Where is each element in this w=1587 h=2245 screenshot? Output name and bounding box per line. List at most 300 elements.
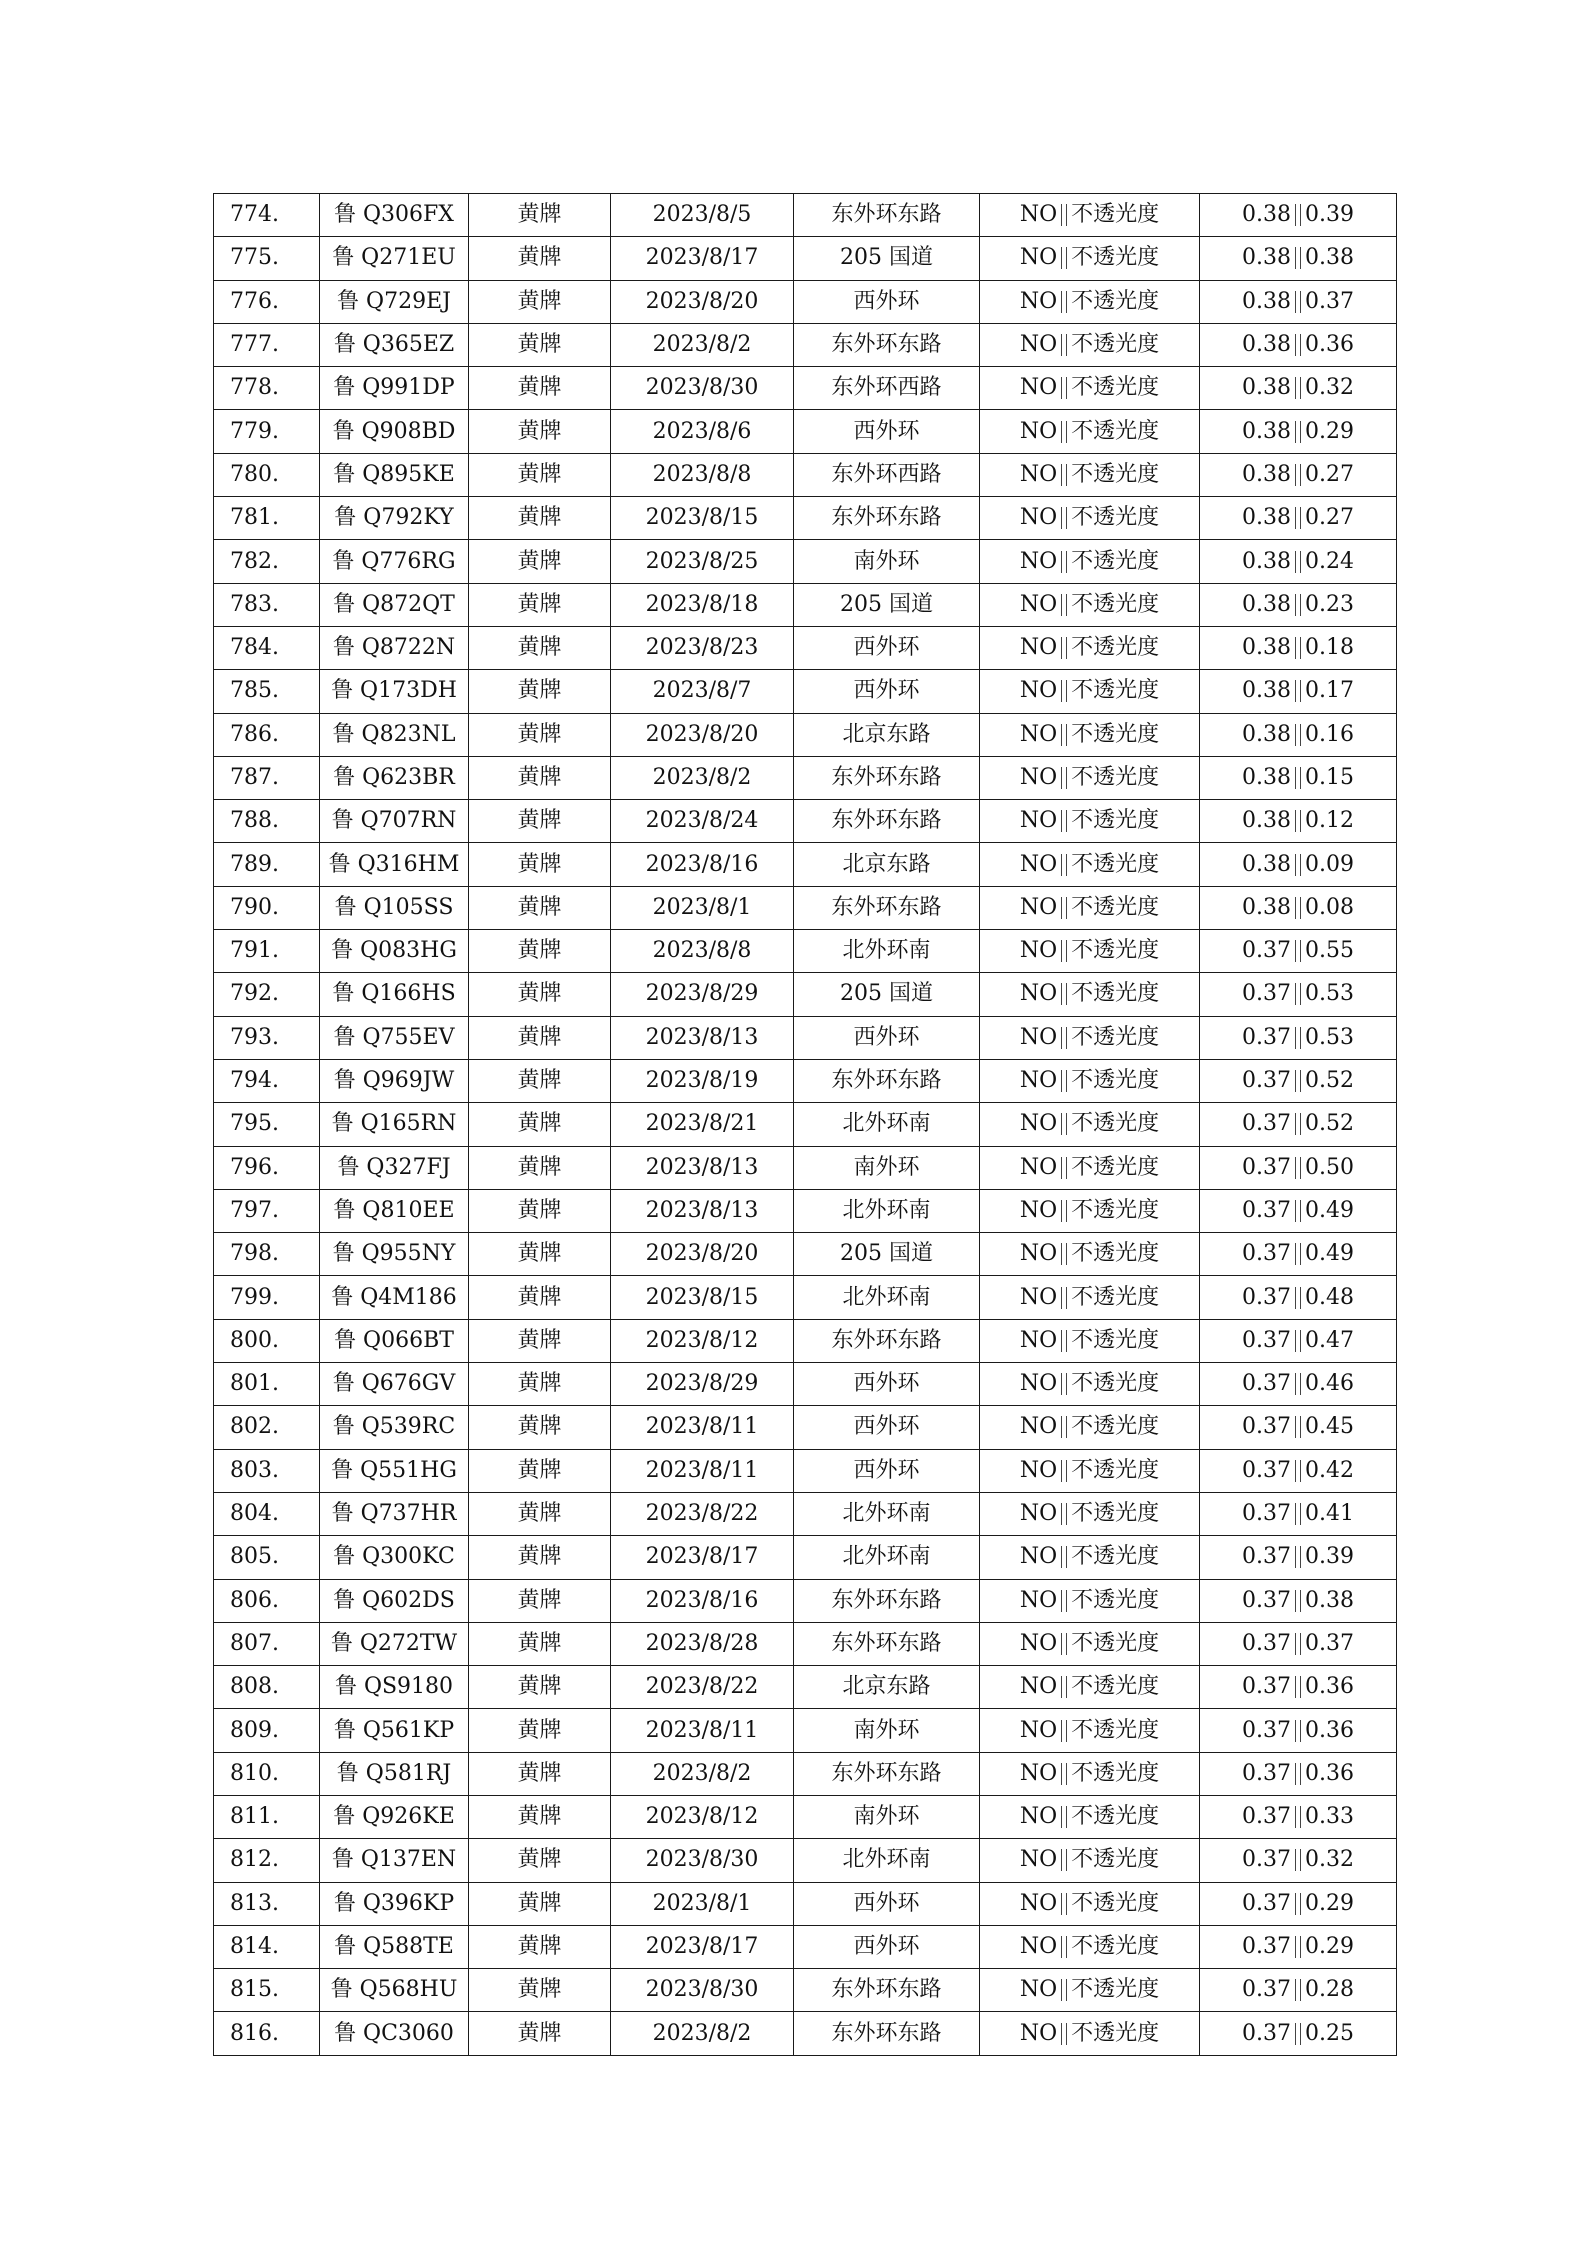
row-index: 783.: [214, 583, 320, 626]
separator: [1295, 1416, 1296, 1438]
separator: [1061, 983, 1062, 1005]
table-row: [214, 1536, 1397, 1579]
test-flag: NO: [1019, 1544, 1058, 1570]
plate-color: 黄牌: [469, 756, 611, 799]
test-type: 不透光度: [1071, 1327, 1160, 1353]
separator: [1295, 1460, 1296, 1482]
inspection-date: 2023/8/16: [611, 843, 794, 886]
plate-color: 黄牌: [469, 1925, 611, 1968]
plate-number: 鲁 QC3060: [320, 2012, 469, 2055]
plate-number: 鲁 Q926KE: [320, 1795, 469, 1838]
separator: [1300, 1070, 1301, 1092]
separator: [1295, 1763, 1296, 1785]
separator: [1300, 1763, 1301, 1785]
separator: [1295, 1243, 1296, 1265]
test-type: 不透光度: [1071, 678, 1160, 704]
test-type: 不透光度: [1071, 288, 1160, 314]
separator: [1066, 1157, 1067, 1179]
test-type: 不透光度: [1071, 1977, 1160, 2003]
value-b: 0.55: [1305, 938, 1354, 964]
value-b: 0.29: [1305, 1890, 1354, 1916]
values-cell: [1200, 1406, 1397, 1449]
value-b: 0.38: [1305, 1587, 1354, 1613]
separator: [1066, 1416, 1067, 1438]
value-b: 0.53: [1305, 981, 1354, 1007]
value-a: 0.37: [1242, 1414, 1291, 1440]
road-location: 东外环东路: [794, 1622, 980, 1665]
road-location: 南外环: [794, 540, 980, 583]
test-flag: NO: [1019, 1284, 1058, 1310]
values-cell: [1200, 280, 1397, 323]
test-cell: [980, 1709, 1200, 1752]
test-flag: NO: [1019, 202, 1058, 228]
test-flag: NO: [1019, 721, 1058, 747]
test-cell: [980, 843, 1200, 886]
separator: [1061, 1113, 1062, 1135]
row-index: 797.: [214, 1189, 320, 1232]
separator: [1300, 680, 1301, 702]
value-a: 0.37: [1242, 1154, 1291, 1180]
separator: [1061, 767, 1062, 789]
inspection-date: 2023/8/13: [611, 1016, 794, 1059]
separator: [1066, 1979, 1067, 2001]
test-type: 不透光度: [1071, 2020, 1160, 2046]
table-row: [214, 713, 1397, 756]
values-cell: [1200, 1016, 1397, 1059]
separator: [1061, 810, 1062, 832]
test-flag: NO: [1019, 1890, 1058, 1916]
separator: [1295, 204, 1296, 226]
value-a: 0.38: [1242, 202, 1291, 228]
table-row: [214, 194, 1397, 237]
separator: [1295, 854, 1296, 876]
separator: [1066, 1503, 1067, 1525]
plate-color: 黄牌: [469, 453, 611, 496]
value-a: 0.37: [1242, 1457, 1291, 1483]
table-row: [214, 1189, 1397, 1232]
separator: [1300, 551, 1301, 573]
separator: [1300, 724, 1301, 746]
plate-number: 鲁 Q271EU: [320, 237, 469, 280]
test-flag: NO: [1019, 1760, 1058, 1786]
separator: [1300, 1546, 1301, 1568]
test-flag: NO: [1019, 1717, 1058, 1743]
plate-color: 黄牌: [469, 1059, 611, 1102]
value-a: 0.38: [1242, 851, 1291, 877]
separator: [1066, 810, 1067, 832]
plate-color: 黄牌: [469, 237, 611, 280]
test-flag: NO: [1019, 2020, 1058, 2046]
table-row: [214, 973, 1397, 1016]
inspection-date: 2023/8/30: [611, 1969, 794, 2012]
values-cell: [1200, 1579, 1397, 1622]
plate-number: 鲁 Q588TE: [320, 1925, 469, 1968]
test-type: 不透光度: [1071, 894, 1160, 920]
separator: [1061, 1849, 1062, 1871]
separator: [1061, 1373, 1062, 1395]
separator: [1295, 637, 1296, 659]
separator: [1295, 1633, 1296, 1655]
plate-number: 鲁 QS9180: [320, 1666, 469, 1709]
test-type: 不透光度: [1071, 1024, 1160, 1050]
test-flag: NO: [1019, 1804, 1058, 1830]
separator: [1300, 334, 1301, 356]
test-cell: [980, 1406, 1200, 1449]
value-b: 0.36: [1305, 1760, 1354, 1786]
plate-number: 鲁 Q581RJ: [320, 1752, 469, 1795]
test-cell: [980, 1925, 1200, 1968]
row-index: 789.: [214, 843, 320, 886]
value-a: 0.37: [1242, 2020, 1291, 2046]
test-flag: NO: [1019, 418, 1058, 444]
test-type: 不透光度: [1071, 1284, 1160, 1310]
value-b: 0.47: [1305, 1327, 1354, 1353]
separator: [1066, 1849, 1067, 1871]
test-type: 不透光度: [1071, 1371, 1160, 1397]
separator: [1061, 1806, 1062, 1828]
inspection-date: 2023/8/11: [611, 1449, 794, 1492]
test-flag: NO: [1019, 591, 1058, 617]
plate-color: 黄牌: [469, 1449, 611, 1492]
plate-number: 鲁 Q737HR: [320, 1492, 469, 1535]
test-flag: NO: [1019, 678, 1058, 704]
separator: [1295, 1070, 1296, 1092]
row-index: 813.: [214, 1882, 320, 1925]
row-index: 782.: [214, 540, 320, 583]
value-a: 0.38: [1242, 288, 1291, 314]
row-index: 801.: [214, 1363, 320, 1406]
value-b: 0.16: [1305, 721, 1354, 747]
separator: [1066, 1330, 1067, 1352]
road-location: 北外环南: [794, 1536, 980, 1579]
inspection-date: 2023/8/2: [611, 323, 794, 366]
test-cell: [980, 497, 1200, 540]
road-location: 西外环: [794, 280, 980, 323]
separator: [1066, 1720, 1067, 1742]
inspection-date: 2023/8/12: [611, 1319, 794, 1362]
separator: [1300, 377, 1301, 399]
values-cell: [1200, 886, 1397, 929]
row-index: 774.: [214, 194, 320, 237]
separator: [1300, 940, 1301, 962]
separator: [1066, 724, 1067, 746]
plate-number: 鲁 Q165RN: [320, 1103, 469, 1146]
plate-color: 黄牌: [469, 323, 611, 366]
road-location: 东外环东路: [794, 1059, 980, 1102]
road-location: 南外环: [794, 1709, 980, 1752]
value-b: 0.52: [1305, 1068, 1354, 1094]
separator: [1300, 1720, 1301, 1742]
table-row: [214, 323, 1397, 366]
row-index: 785.: [214, 670, 320, 713]
test-cell: [980, 2012, 1200, 2055]
inspection-date: 2023/8/11: [611, 1709, 794, 1752]
test-cell: [980, 1363, 1200, 1406]
separator: [1066, 1893, 1067, 1915]
value-a: 0.37: [1242, 1934, 1291, 1960]
plate-color: 黄牌: [469, 1276, 611, 1319]
plate-number: 鲁 Q895KE: [320, 453, 469, 496]
value-a: 0.37: [1242, 1068, 1291, 1094]
value-b: 0.08: [1305, 894, 1354, 920]
separator: [1295, 377, 1296, 399]
separator: [1295, 1287, 1296, 1309]
test-cell: [980, 1839, 1200, 1882]
separator: [1066, 1806, 1067, 1828]
test-cell: [980, 1882, 1200, 1925]
values-cell: [1200, 1059, 1397, 1102]
values-cell: [1200, 1363, 1397, 1406]
test-cell: [980, 1666, 1200, 1709]
test-flag: NO: [1019, 981, 1058, 1007]
value-b: 0.28: [1305, 1977, 1354, 2003]
plate-color: 黄牌: [469, 843, 611, 886]
test-type: 不透光度: [1071, 765, 1160, 790]
value-b: 0.23: [1305, 591, 1354, 617]
test-cell: [980, 1189, 1200, 1232]
value-b: 0.18: [1305, 635, 1354, 661]
inspection-date: 2023/8/20: [611, 713, 794, 756]
test-type: 不透光度: [1071, 461, 1160, 487]
plate-color: 黄牌: [469, 1666, 611, 1709]
test-flag: NO: [1019, 375, 1058, 401]
table-row: [214, 1016, 1397, 1059]
table-row: [214, 1709, 1397, 1752]
test-cell: [980, 1016, 1200, 1059]
separator: [1295, 940, 1296, 962]
row-index: 794.: [214, 1059, 320, 1102]
value-b: 0.37: [1305, 1630, 1354, 1656]
inspection-date: 2023/8/29: [611, 973, 794, 1016]
inspection-date: 2023/8/8: [611, 930, 794, 973]
separator: [1061, 897, 1062, 919]
table-row: [214, 1233, 1397, 1276]
separator: [1295, 724, 1296, 746]
value-a: 0.37: [1242, 1630, 1291, 1656]
separator: [1300, 767, 1301, 789]
value-b: 0.24: [1305, 548, 1354, 574]
value-a: 0.38: [1242, 894, 1291, 920]
table-row: [214, 1406, 1397, 1449]
row-index: 792.: [214, 973, 320, 1016]
inspection-date: 2023/8/22: [611, 1492, 794, 1535]
table-row: [214, 626, 1397, 669]
separator: [1066, 767, 1067, 789]
separator: [1061, 2023, 1062, 2045]
road-location: 北外环南: [794, 930, 980, 973]
value-b: 0.38: [1305, 245, 1354, 271]
road-location: 北外环南: [794, 1103, 980, 1146]
plate-color: 黄牌: [469, 1752, 611, 1795]
value-b: 0.52: [1305, 1111, 1354, 1137]
table-row: [214, 280, 1397, 323]
inspection-date: 2023/8/2: [611, 1752, 794, 1795]
row-index: 790.: [214, 886, 320, 929]
road-location: 北京东路: [794, 843, 980, 886]
value-b: 0.39: [1305, 202, 1354, 228]
separator: [1295, 421, 1296, 443]
inspection-date: 2023/8/23: [611, 626, 794, 669]
separator: [1061, 377, 1062, 399]
test-type: 不透光度: [1071, 1068, 1160, 1094]
values-cell: [1200, 1666, 1397, 1709]
plate-color: 黄牌: [469, 1363, 611, 1406]
test-cell: [980, 930, 1200, 973]
test-cell: [980, 1059, 1200, 1102]
table-row: [214, 2012, 1397, 2055]
separator: [1295, 767, 1296, 789]
test-flag: NO: [1019, 765, 1058, 790]
road-location: 东外环东路: [794, 1969, 980, 2012]
plate-color: 黄牌: [469, 1233, 611, 1276]
plate-color: 黄牌: [469, 1016, 611, 1059]
separator: [1066, 551, 1067, 573]
row-index: 806.: [214, 1579, 320, 1622]
row-index: 788.: [214, 800, 320, 843]
road-location: 南外环: [794, 1795, 980, 1838]
plate-number: 鲁 Q539RC: [320, 1406, 469, 1449]
road-location: 西外环: [794, 1406, 980, 1449]
plate-number: 鲁 Q551HG: [320, 1449, 469, 1492]
separator: [1061, 507, 1062, 529]
separator: [1295, 1979, 1296, 2001]
test-type: 不透光度: [1071, 1241, 1160, 1267]
plate-number: 鲁 Q823NL: [320, 713, 469, 756]
inspection-date: 2023/8/30: [611, 1839, 794, 1882]
test-type: 不透光度: [1071, 1457, 1160, 1483]
values-cell: [1200, 756, 1397, 799]
row-index: 811.: [214, 1795, 320, 1838]
separator: [1295, 247, 1296, 269]
separator: [1061, 1200, 1062, 1222]
values-cell: [1200, 237, 1397, 280]
separator: [1300, 810, 1301, 832]
test-flag: NO: [1019, 1977, 1058, 2003]
table-row: [214, 1059, 1397, 1102]
plate-number: 鲁 Q272TW: [320, 1622, 469, 1665]
separator: [1061, 1633, 1062, 1655]
value-b: 0.48: [1305, 1284, 1354, 1310]
separator: [1066, 1373, 1067, 1395]
table-row: [214, 843, 1397, 886]
inspection-date: 2023/8/29: [611, 1363, 794, 1406]
separator: [1300, 897, 1301, 919]
test-flag: NO: [1019, 1587, 1058, 1613]
separator: [1066, 1027, 1067, 1049]
road-location: 东外环东路: [794, 2012, 980, 2055]
test-flag: NO: [1019, 635, 1058, 661]
test-type: 不透光度: [1071, 1544, 1160, 1570]
separator: [1066, 983, 1067, 1005]
separator: [1061, 1763, 1062, 1785]
table-row: [214, 756, 1397, 799]
plate-number: 鲁 Q137EN: [320, 1839, 469, 1882]
separator: [1300, 1027, 1301, 1049]
separator: [1300, 1893, 1301, 1915]
separator: [1061, 1460, 1062, 1482]
values-cell: [1200, 1103, 1397, 1146]
test-flag: NO: [1019, 1501, 1058, 1527]
separator: [1300, 1979, 1301, 2001]
table-row: [214, 1276, 1397, 1319]
separator: [1300, 2023, 1301, 2045]
row-index: 808.: [214, 1666, 320, 1709]
road-location: 北外环南: [794, 1839, 980, 1882]
separator: [1295, 551, 1296, 573]
value-a: 0.37: [1242, 1544, 1291, 1570]
plate-color: 黄牌: [469, 1579, 611, 1622]
row-index: 816.: [214, 2012, 320, 2055]
values-cell: [1200, 1752, 1397, 1795]
table-row: [214, 1492, 1397, 1535]
plate-number: 鲁 Q561KP: [320, 1709, 469, 1752]
road-location: 北外环南: [794, 1276, 980, 1319]
test-type: 不透光度: [1071, 548, 1160, 574]
values-cell: [1200, 453, 1397, 496]
separator: [1300, 594, 1301, 616]
value-a: 0.38: [1242, 635, 1291, 661]
plate-color: 黄牌: [469, 1319, 611, 1362]
plate-number: 鲁 Q066BT: [320, 1319, 469, 1362]
value-b: 0.17: [1305, 678, 1354, 704]
value-b: 0.12: [1305, 808, 1354, 834]
row-index: 802.: [214, 1406, 320, 1449]
test-type: 不透光度: [1071, 851, 1160, 877]
test-type: 不透光度: [1071, 1154, 1160, 1180]
value-a: 0.38: [1242, 548, 1291, 574]
plate-color: 黄牌: [469, 1189, 611, 1232]
separator: [1061, 1027, 1062, 1049]
test-cell: [980, 583, 1200, 626]
road-location: 北京东路: [794, 1666, 980, 1709]
plate-number: 鲁 Q792KY: [320, 497, 469, 540]
row-index: 804.: [214, 1492, 320, 1535]
inspection-date: 2023/8/20: [611, 1233, 794, 1276]
inspection-date: 2023/8/20: [611, 280, 794, 323]
separator: [1066, 377, 1067, 399]
plate-number: 鲁 Q300KC: [320, 1536, 469, 1579]
test-flag: NO: [1019, 1154, 1058, 1180]
plate-color: 黄牌: [469, 670, 611, 713]
separator: [1295, 594, 1296, 616]
test-flag: NO: [1019, 1068, 1058, 1094]
separator: [1300, 983, 1301, 1005]
separator: [1300, 1243, 1301, 1265]
values-cell: [1200, 1622, 1397, 1665]
road-location: 西外环: [794, 1363, 980, 1406]
row-index: 784.: [214, 626, 320, 669]
separator: [1066, 1633, 1067, 1655]
inspection-date: 2023/8/28: [611, 1622, 794, 1665]
table-row: [214, 1103, 1397, 1146]
test-type: 不透光度: [1071, 1111, 1160, 1137]
values-cell: [1200, 800, 1397, 843]
separator: [1066, 1200, 1067, 1222]
road-location: 西外环: [794, 1882, 980, 1925]
plate-color: 黄牌: [469, 886, 611, 929]
test-cell: [980, 237, 1200, 280]
plate-color: 黄牌: [469, 930, 611, 973]
plate-number: 鲁 Q4M186: [320, 1276, 469, 1319]
table-row: [214, 1839, 1397, 1882]
value-b: 0.32: [1305, 1847, 1354, 1873]
inspection-date: 2023/8/13: [611, 1146, 794, 1189]
test-flag: NO: [1019, 1674, 1058, 1700]
inspection-date: 2023/8/15: [611, 497, 794, 540]
table-row: [214, 886, 1397, 929]
separator: [1061, 680, 1062, 702]
separator: [1295, 1849, 1296, 1871]
